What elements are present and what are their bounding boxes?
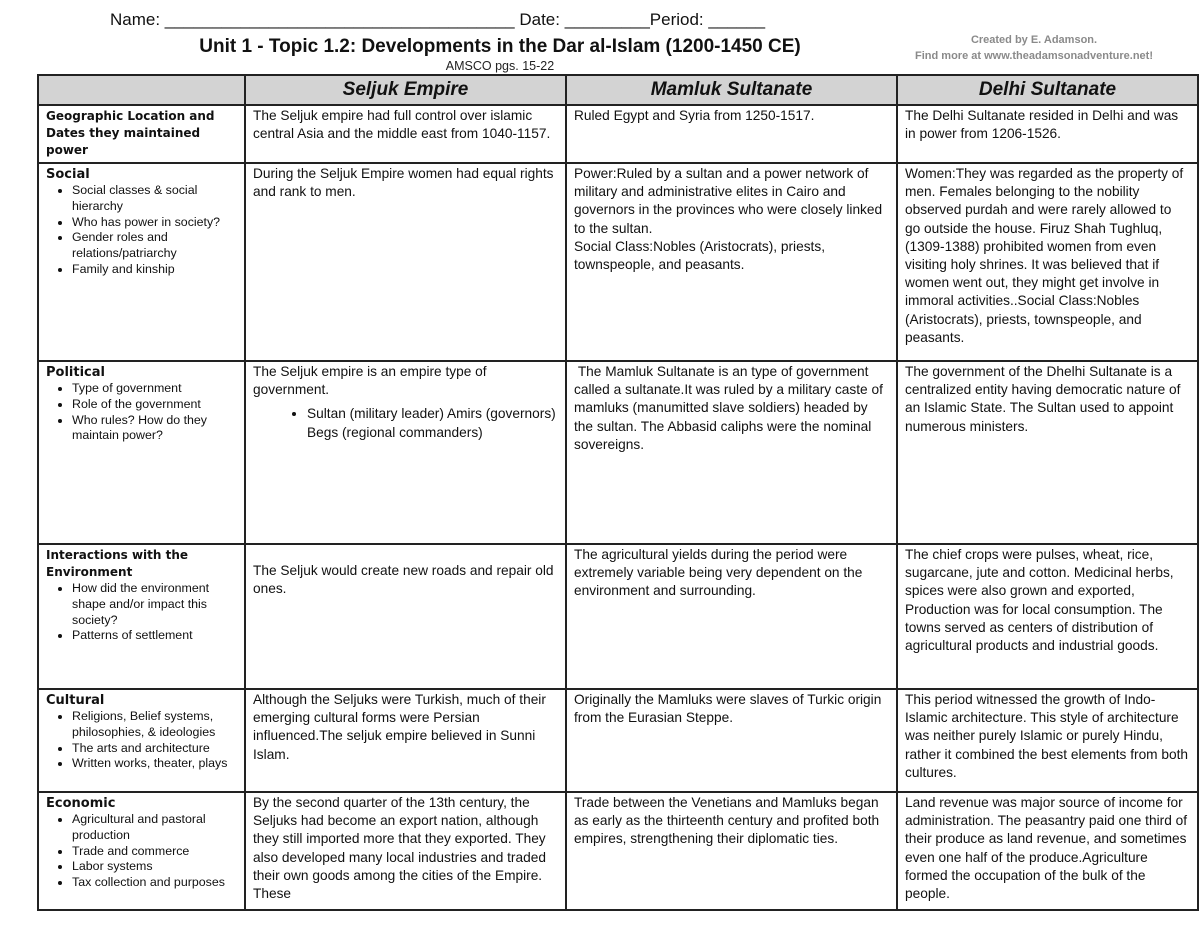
list-item: • Patterns of settlement bbox=[72, 628, 239, 644]
list-item: • Religions, Belief systems, philosophies, & ideologies bbox=[72, 709, 239, 741]
cell-seljuk-environment[interactable] bbox=[245, 544, 566, 689]
cell-delhi-political[interactable]: The government of the Dhelhi Sultanate is a centralized entity having democratic nature of an Islamic State. The Sultan used to appoint numerous ministers. bbox=[897, 361, 1198, 544]
column-header-delhi: Delhi Sultanate bbox=[897, 75, 1198, 105]
table-row-cultural bbox=[38, 689, 1198, 792]
category-title: Geographic Location and Dates they maintained power bbox=[46, 109, 215, 157]
page-subtitle: AMSCO pgs. 15-22 bbox=[445, 59, 555, 73]
table-row-geography bbox=[38, 105, 1198, 163]
cell-seljuk-economic[interactable]: By the second quarter of the 13th century, the Seljuks had become an export nation, although they still imported more that they exported. They also developed many local industries and traded their own goods among the cities of the Empire. These bbox=[245, 792, 566, 910]
list-item: • Who has power in society? bbox=[72, 215, 239, 231]
category-question-list bbox=[46, 381, 239, 444]
list-item: • Who rules? How do they maintain power? bbox=[72, 413, 239, 445]
list-item: • How did the environment shape and/or impact this society? bbox=[72, 581, 239, 628]
column-header-seljuk: Seljuk Empire bbox=[245, 75, 566, 105]
cell-text: The Seljuk empire is an empire type of government. bbox=[253, 364, 487, 398]
list-item: • Trade and commerce bbox=[72, 844, 239, 860]
list-item: • Gender roles and relations/patriarchy bbox=[72, 230, 239, 262]
table-row-political bbox=[38, 361, 1198, 544]
cell-bullet-list bbox=[253, 405, 558, 441]
list-item: • Labor systems bbox=[72, 859, 239, 875]
table-row-environment bbox=[38, 544, 1198, 689]
header-corner-cell bbox=[38, 75, 245, 105]
category-cell-cultural bbox=[38, 689, 245, 792]
cell-mamluk-geography[interactable]: Ruled Egypt and Syria from 1250-1517. bbox=[566, 105, 897, 163]
category-cell-geography bbox=[38, 105, 245, 163]
category-question-list bbox=[46, 812, 239, 891]
cell-delhi-geography[interactable]: The Delhi Sultanate resided in Delhi and was in power from 1206-1526. bbox=[897, 105, 1198, 163]
category-question-list bbox=[46, 709, 239, 772]
category-question-list bbox=[46, 581, 239, 644]
category-cell-political bbox=[38, 361, 245, 544]
credit-author: Created by E. Adamson. bbox=[970, 34, 1098, 46]
category-cell-economic bbox=[38, 792, 245, 910]
list-item: • The arts and architecture bbox=[72, 741, 239, 757]
page-title: Unit 1 - Topic 1.2: Developments in the Dar al-Islam (1200-1450 CE) bbox=[199, 36, 801, 57]
cell-seljuk-geography[interactable]: The Seljuk empire had full control over islamic central Asia and the middle east from 1040-1157. bbox=[245, 105, 566, 163]
list-item: • Agricultural and pastoral production bbox=[72, 812, 239, 844]
category-title: Cultural bbox=[46, 693, 105, 708]
cell-delhi-social[interactable]: Women:They was regarded as the property of men. Females belonging to the nobility observed purdah and were rarely allowed to go outside the house. Firuz Shah Tughluq, (1309-1388) prohibited women from even visiting holy shrines. It was believed that if women went out, they might get involve in immoral activities..Social Class:Nobles (Aristocrats), priests, townspeople, and peasants. bbox=[897, 163, 1198, 361]
name-date-period-line[interactable]: Name: _____________________________________ Date: _________Period: ______ bbox=[110, 10, 766, 29]
table-header-row bbox=[38, 75, 1198, 105]
list-item: • Tax collection and purposes bbox=[72, 875, 239, 891]
list-item: • Type of government bbox=[72, 381, 239, 397]
list-item: • Sultan (military leader) Amirs (governors) Begs (regional commanders) bbox=[307, 405, 558, 441]
category-title: Interactions with the Environment bbox=[46, 548, 189, 579]
cell-delhi-cultural[interactable]: This period witnessed the growth of Indo-Islamic architecture. This style of architecture was neither purely Islamic or purely Hindu, rather it combined the best elements from both cultures. bbox=[897, 689, 1198, 792]
table-row-economic bbox=[38, 792, 1198, 910]
category-cell-environment bbox=[38, 544, 245, 689]
cell-seljuk-social[interactable]: During the Seljuk Empire women had equal rights and rank to men. bbox=[245, 163, 566, 361]
category-question-list bbox=[46, 183, 239, 278]
list-item: • Social classes & social hierarchy bbox=[72, 183, 239, 215]
credit-website: Find more at www.theadamsonadventure.net! bbox=[915, 50, 1153, 62]
table-row-social bbox=[38, 163, 1198, 361]
cell-delhi-environment[interactable]: The chief crops were pulses, wheat, rice, sugarcane, jute and cotton. Medicinal herbs, spices were also grown and exported, Production was for local consumption. The towns served as centers of distribution of agricultural products and industrial goods. bbox=[897, 544, 1198, 689]
cell-mamluk-economic[interactable]: Trade between the Venetians and Mamluks began as early as the thirteenth century and profited both empires, strengthening their diplomatic ties. bbox=[566, 792, 897, 910]
comparison-table bbox=[37, 74, 1199, 911]
category-cell-social bbox=[38, 163, 245, 361]
cell-delhi-economic[interactable]: Land revenue was major source of income for administration. The peasantry paid one third of their produce as land revenue, and sometimes even one half of the produce.Agriculture formed the occupation of the bulk of the people. bbox=[897, 792, 1198, 910]
category-title: Political bbox=[46, 365, 105, 380]
category-title: Economic bbox=[46, 796, 116, 811]
cell-mamluk-social[interactable]: Power:Ruled by a sultan and a power network of military and administrative elites in Cairo and governors in the provinces who were closely linked to the sultan. Social Class:Nobles (Aristocrats), priests, townspeople, and peasants. bbox=[566, 163, 897, 361]
cell-seljuk-cultural[interactable]: Although the Seljuks were Turkish, much of their emerging cultural forms were Persian influenced.The seljuk empire believed in Sunni Islam. bbox=[245, 689, 566, 792]
cell-seljuk-political[interactable] bbox=[245, 361, 566, 544]
cell-text: The Seljuk would create new roads and repair old ones. bbox=[253, 563, 554, 597]
list-item: • Role of the government bbox=[72, 397, 239, 413]
category-title: Social bbox=[46, 167, 90, 182]
list-item: • Family and kinship bbox=[72, 262, 239, 278]
list-item: • Written works, theater, plays bbox=[72, 756, 239, 772]
credit-block bbox=[884, 32, 1184, 64]
cell-mamluk-political[interactable]: The Mamluk Sultanate is an type of government called a sultanate.It was ruled by a military caste of mamluks (manumitted slave soldiers) headed by the sultan. The Abbasid caliphs were the nominal sovereigns. bbox=[566, 361, 897, 544]
column-header-mamluk: Mamluk Sultanate bbox=[566, 75, 897, 105]
cell-mamluk-cultural[interactable]: Originally the Mamluks were slaves of Turkic origin from the Eurasian Steppe. bbox=[566, 689, 897, 792]
cell-mamluk-environment[interactable]: The agricultural yields during the period were extremely variable being very dependent on the environment and surrounding. bbox=[566, 544, 897, 689]
